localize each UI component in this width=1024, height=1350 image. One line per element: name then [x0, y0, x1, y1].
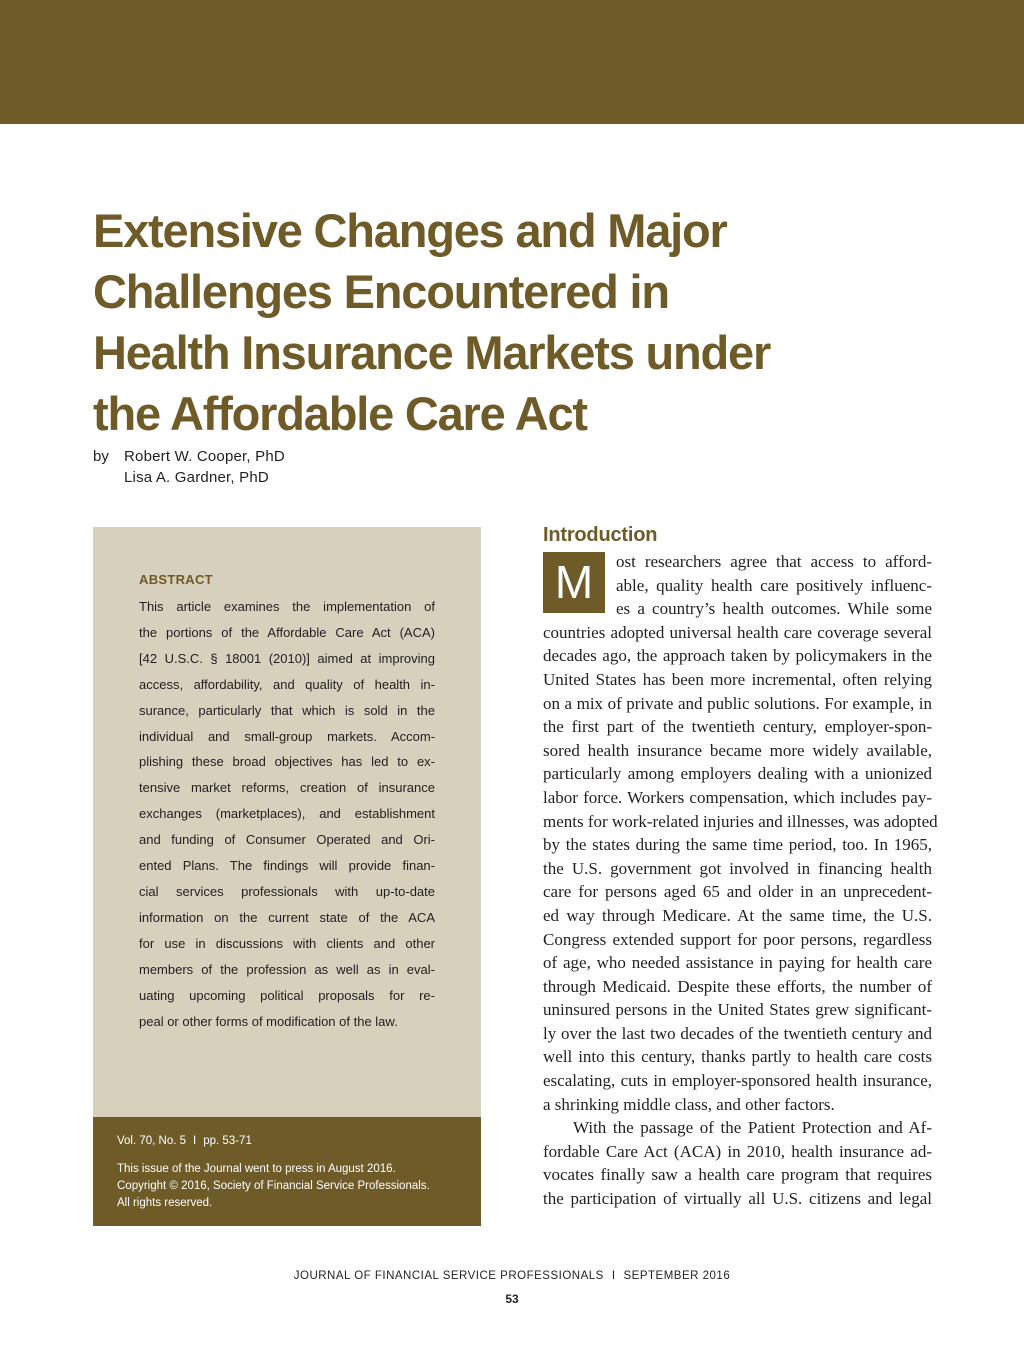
header-band	[0, 0, 1024, 124]
body-line: ments for work-related injuries and illnesses, was adopted	[543, 811, 938, 831]
abstract-line: exchanges (marketplaces), and establishment	[139, 806, 435, 822]
drop-cap: M	[543, 552, 605, 613]
body-line: sored health insurance became more widely available,	[543, 740, 932, 760]
body-line: well into this century, thanks partly to health care costs	[543, 1047, 932, 1067]
abstract-line: plishing these broad objectives has led to ex-	[139, 754, 435, 770]
body-line: decades ago, the approach taken by policymakers in the	[543, 646, 932, 666]
running-footer	[0, 1270, 1024, 1282]
abstract-line: tensive market reforms, creation of insurance	[139, 780, 435, 796]
body-line: ost researchers agree that access to afford-	[616, 552, 932, 571]
body-line: particularly among employers dealing with a unionized	[543, 764, 932, 784]
title-line: Health Insurance Markets under	[93, 326, 771, 379]
abstract-line: access, affordability, and quality of health in-	[139, 676, 435, 692]
author-list	[124, 446, 285, 488]
author-name: Robert W. Cooper, PhD	[124, 448, 285, 465]
title-line: Challenges Encountered in	[93, 265, 669, 318]
byline-prefix: by	[93, 448, 109, 465]
section-heading-introduction: Introduction	[543, 524, 658, 546]
footer-separator: I	[611, 1270, 616, 1282]
body-line: of age, who needed assistance in paying for health care	[543, 953, 932, 973]
copyright-line: Copyright © 2016, Society of Financial Service Professionals.	[117, 1180, 430, 1192]
body-line: uninsured persons in the United States grew significant-	[543, 1000, 932, 1020]
issue-info-box	[93, 1117, 481, 1226]
body-line: through Medicaid. Despite these efforts, the number of	[543, 976, 932, 996]
body-line: ly over the last two decades of the twentieth century and	[543, 1023, 932, 1043]
abstract-line: and funding of Consumer Operated and Ori-	[139, 832, 435, 848]
rights-line: All rights reserved.	[117, 1197, 213, 1209]
page-number: 53	[505, 1292, 519, 1306]
title-line: Extensive Changes and Major	[93, 204, 727, 257]
body-line: countries adopted universal health care coverage several	[543, 622, 932, 642]
body-line: es a country’s health outcomes. While some	[616, 599, 932, 619]
body-line: fordable Care Act (ACA) in 2010, health insurance ad-	[543, 1141, 932, 1161]
abstract-line: uating upcoming political proposals for re-	[139, 987, 435, 1003]
abstract-heading: ABSTRACT	[139, 572, 213, 587]
body-line: vocates finally saw a health care program that requires	[543, 1165, 932, 1185]
body-line: a shrinking middle class, and other factors.	[543, 1094, 835, 1114]
abstract-line: information on the current state of the ACA	[139, 909, 435, 925]
volume-separator: I	[193, 1135, 197, 1147]
body-line: on a mix of private and public solutions. For example, in	[543, 693, 932, 713]
volume-number: Vol. 70, No. 5	[117, 1135, 187, 1147]
abstract-line: This article examines the implementation of	[139, 599, 435, 614]
press-line: This issue of the Journal went to press in August 2016.	[117, 1163, 396, 1175]
press-notice	[117, 1161, 477, 1212]
volume-line	[117, 1135, 252, 1147]
body-line: escalating, cuts in employer-sponsored health insurance,	[543, 1071, 932, 1091]
body-line: Congress extended support for poor persons, regardless	[543, 929, 932, 949]
abstract-line: ented Plans. The findings will provide finan-	[139, 858, 435, 874]
body-line: the U.S. government got involved in financing health	[543, 858, 932, 878]
abstract-line: members of the profession as well as in eval-	[139, 961, 435, 977]
body-line: the participation of virtually all U.S. citizens and legal	[543, 1189, 932, 1209]
abstract-line: individual and small-group markets. Accom-	[139, 728, 435, 744]
body-line: able, quality health care positively influenc-	[616, 575, 932, 595]
author-name: Lisa A. Gardner, PhD	[124, 469, 269, 486]
abstract-line: surance, particularly that which is sold in the	[139, 702, 435, 718]
introduction-body	[543, 550, 938, 1211]
page-range: pp. 53-71	[203, 1135, 252, 1147]
title-line: the Affordable Care Act	[93, 387, 587, 440]
abstract-line: the portions of the Affordable Care Act (ACA)	[139, 624, 435, 640]
abstract-line: cial services professionals with up-to-date	[139, 883, 435, 899]
article-title	[93, 200, 913, 444]
abstract-line: [42 U.S.C. § 18001 (2010)] aimed at improving	[139, 650, 435, 666]
body-line: care for persons aged 65 and older in an unprecedent-	[543, 882, 932, 902]
body-line: the first part of the twentieth century, employer-spon-	[543, 717, 932, 737]
abstract-box	[93, 527, 481, 1117]
body-line: ed way through Medicare. At the same time, the U.S.	[543, 905, 932, 925]
body-line: With the passage of the Patient Protection and Af-	[573, 1118, 932, 1138]
body-line: labor force. Workers compensation, which includes pay-	[543, 787, 932, 807]
body-line: by the states during the same time period, too. In 1965,	[543, 835, 932, 855]
body-line: United States has been more incremental, often relying	[543, 669, 932, 689]
issue-date: SEPTEMBER 2016	[623, 1270, 731, 1282]
abstract-line: peal or other forms of modification of the law.	[139, 1013, 398, 1029]
abstract-text	[139, 594, 435, 1034]
journal-name: JOURNAL OF FINANCIAL SERVICE PROFESSIONALS	[293, 1270, 604, 1282]
abstract-line: for use in discussions with clients and other	[139, 935, 435, 951]
